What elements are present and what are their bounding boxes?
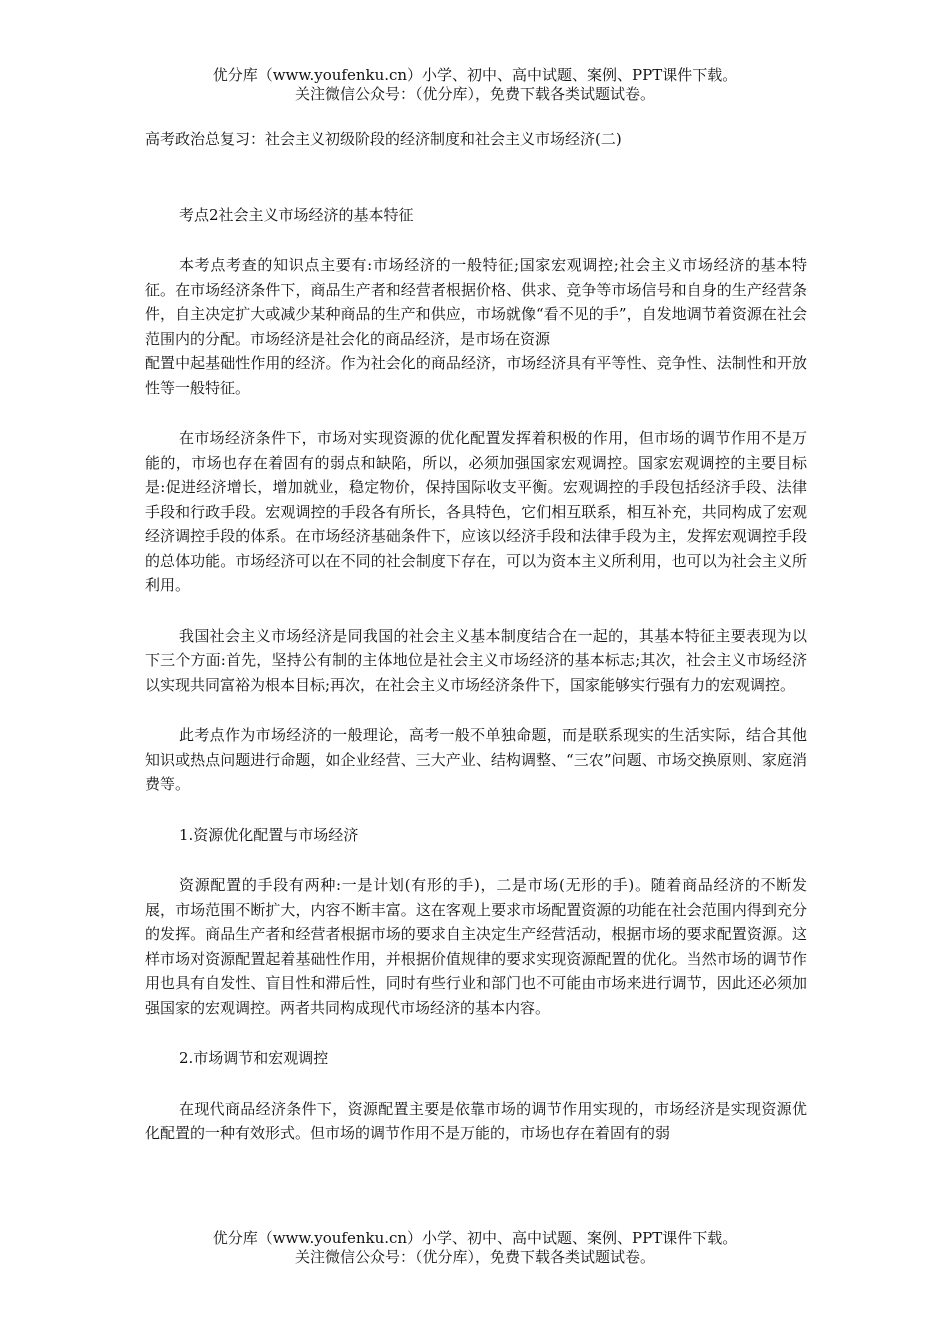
subheading-1: 1.资源优化配置与市场经济 xyxy=(179,825,359,844)
paragraph-1: 本考点考查的知识点主要有:市场经济的一般特征;国家宏观调控;社会主义市场经济的基本特征。在市场经济条件下，商品生产者和经营者根据价格、供求、竞争等市场信号和自身的生产经营条件，自主决定扩大或减少某种商品的生产和供应，市场就像“看不见的手”，自发地调节着资源在社会范围内的分配。市场经济是社会化的商品经济，是市场在资源 xyxy=(145,256,807,348)
subheading-2: 2.市场调节和宏观调控 xyxy=(179,1049,329,1067)
paragraph-3: 我国社会主义市场经济是同我国的社会主义基本制度结合在一起的，其基本特征主要表现为以下三个方面:首先，坚持公有制的主体地位是社会主义市场经济的基本标志;其次，社会主义市场经济以实现共同富裕为根本目标;再次，在社会主义市场经济条件下，国家能够实行强有力的宏观调控。 xyxy=(145,626,807,694)
section-heading: 考点2社会主义市场经济的基本特征 xyxy=(179,205,414,224)
footer-line-1: 优分库（www.youfenku.cn）小学、初中、高中试题、案例、PPT课件下载。 xyxy=(212,1229,738,1247)
page-footer xyxy=(0,1229,950,1267)
paragraph-2: 在市场经济条件下，市场对实现资源的优化配置发挥着积极的作用，但市场的调节作用不是万能的，市场也存在着固有的弱点和缺陷，所以，必须加强国家宏观调控。国家宏观调控的主要目标是:促进经济增长，增加就业，稳定物价，保持国际收支平衡。宏观调控的手段包括经济手段、法律手段和行政手段。宏观调控的手段各有所长，各具特色，它们相互联系，相互补充，共同构成了宏观经济调控手段的体系。在市场经济基础条件下，应该以经济手段和法律手段为主，发挥宏观调控手段的总体功能。市场经济可以在不同的社会制度下存在，可以为资本主义所利用，也可以为社会主义所利用。 xyxy=(145,429,807,594)
paragraph-1-continued: 配置中起基础性作用的经济。作为社会化的商品经济，市场经济具有平等性、竞争性、法制性和开放性等一般特征。 xyxy=(145,354,807,397)
header-line-2: 关注微信公众号：（优分库），免费下载各类试题试卷。 xyxy=(294,85,655,103)
header-line-1: 优分库（www.youfenku.cn）小学、初中、高中试题、案例、PPT课件下载。 xyxy=(212,66,738,84)
paragraph-4: 此考点作为市场经济的一般理论，高考一般不单独命题，而是联系现实的生活实际，结合其他知识或热点问题进行命题，如企业经营、三大产业、结构调整、“三农”问题、市场交换原则、家庭消费等。 xyxy=(145,726,807,793)
footer-line-2: 关注微信公众号：（优分库），免费下载各类试题试卷。 xyxy=(294,1248,655,1266)
document-title: 高考政治总复习：社会主义初级阶段的经济制度和社会主义市场经济(二) xyxy=(145,130,622,148)
paragraph-6: 在现代商品经济条件下，资源配置主要是依靠市场的调节作用实现的，市场经济是实现资源优化配置的一种有效形式。但市场的调节作用不是万能的，市场也存在着固有的弱 xyxy=(145,1099,807,1142)
page-header xyxy=(0,66,950,104)
document-body xyxy=(145,127,807,1146)
paragraph-5: 资源配置的手段有两种:一是计划(有形的手)，二是市场(无形的手)。随着商品经济的不断发展，市场范围不断扩大，内容不断丰富。这在客观上要求市场配置资源的功能在社会范围内得到充分的发挥。商品生产者和经营者根据市场的要求自主决定生产经营活动，根据市场的要求配置资源。这样市场对资源配置起着基础性作用，并根据价值规律的要求实现资源配置的优化。当然市场的调节作用也具有自发性、盲目性和滞后性，同时有些行业和部门也不可能由市场来进行调节，因此还必须加强国家的宏观调控。两者共同构成现代市场经济的基本内容。 xyxy=(145,876,807,1017)
